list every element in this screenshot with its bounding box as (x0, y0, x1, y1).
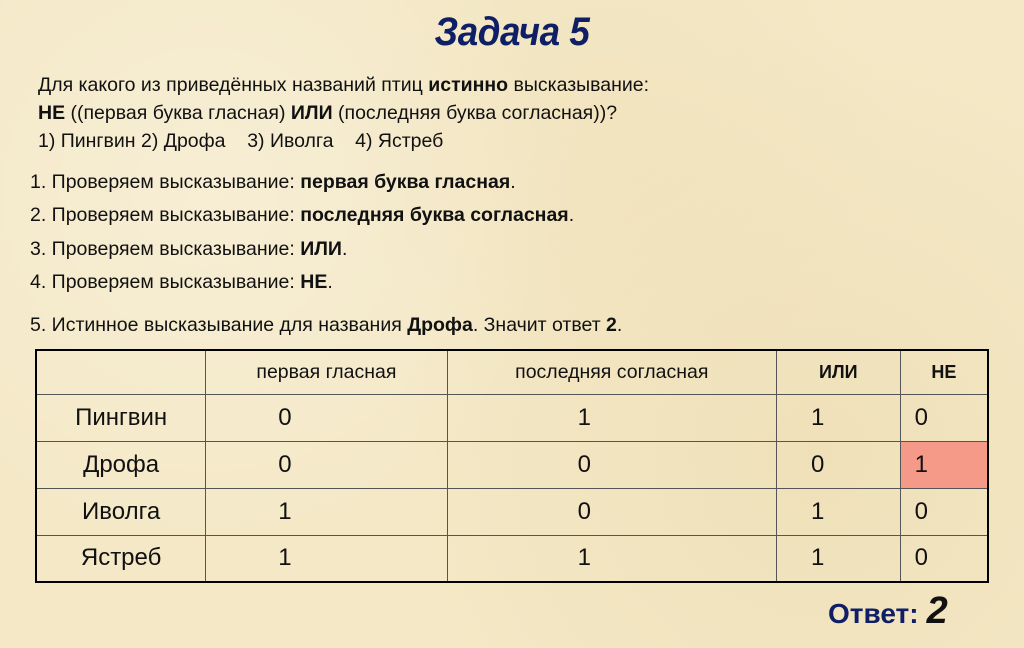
table-row (36, 441, 988, 488)
step-text: 2. Проверяем высказывание: (30, 204, 301, 226)
answer-label: Ответ: (828, 598, 919, 629)
header-not: НЕ (900, 350, 988, 394)
question-text: Для какого из приведённых названий птиц (38, 74, 429, 96)
step-text: . (510, 171, 516, 193)
question-text: (последняя буква согласная))? (332, 102, 618, 124)
value-cell: 0 (900, 394, 988, 441)
value-cell: 0 (900, 535, 988, 582)
step-2 (30, 204, 574, 227)
step-text: . (568, 204, 575, 226)
question-text: ((первая буква гласная) (65, 102, 291, 124)
step-emphasis: Дрофа (407, 314, 473, 336)
step-emphasis: НЕ (300, 271, 328, 293)
value-cell: 0 (447, 488, 776, 535)
step-4 (30, 271, 333, 294)
value-cell: 0 (447, 441, 776, 488)
step-emphasis: ИЛИ (300, 238, 342, 260)
step-text: . Значит ответ (472, 314, 607, 336)
value-cell: 1 (206, 488, 447, 535)
question-line-2 (38, 101, 617, 125)
value-cell: 1 (776, 488, 900, 535)
value-cell: 0 (776, 441, 900, 488)
operator-not: НЕ (38, 102, 66, 124)
step-text: . (327, 271, 333, 293)
header-cell-empty (36, 350, 206, 394)
header-or: ИЛИ (776, 350, 900, 394)
table-row (36, 394, 988, 441)
step-emphasis: последняя буква согласная (300, 204, 569, 226)
question-line-1 (38, 73, 649, 97)
step-text: 4. Проверяем высказывание: (30, 271, 301, 293)
table-row (36, 488, 988, 535)
step-text: 3. Проверяем высказывание: (30, 238, 301, 260)
value-cell: 1 (776, 535, 900, 582)
value-cell: 0 (900, 488, 988, 535)
step-1 (30, 171, 516, 194)
question-emphasis: истинно (428, 74, 509, 96)
table-header-row (36, 350, 988, 394)
bird-name: Иволга (36, 488, 206, 535)
step-text: 1. Проверяем высказывание: (30, 171, 301, 193)
page-title: Задача 5 (434, 10, 590, 54)
answer-options: 1) Пингвин 2) Дрофа 3) Иволга 4) Ястреб (38, 130, 444, 152)
header-first-vowel: первая гласная (206, 350, 447, 394)
value-cell: 0 (206, 394, 447, 441)
bird-name: Дрофа (36, 441, 206, 488)
table-row (36, 535, 988, 582)
operator-or: ИЛИ (290, 102, 333, 124)
truth-table (35, 349, 989, 583)
bird-name: Ястреб (36, 535, 206, 582)
answer-value: 2 (926, 590, 948, 632)
value-cell: 0 (206, 441, 447, 488)
step-text: . (341, 238, 348, 260)
highlighted-answer-cell: 1 (900, 441, 988, 488)
final-answer (828, 590, 948, 633)
step-text: . (616, 314, 623, 336)
step-text: 5. Истинное высказывание для названия (30, 314, 408, 336)
step-emphasis: 2 (606, 314, 617, 336)
step-emphasis: первая буква гласная (300, 171, 511, 193)
step-5 (30, 314, 622, 337)
value-cell: 1 (206, 535, 447, 582)
value-cell: 1 (447, 394, 776, 441)
value-cell: 1 (447, 535, 776, 582)
step-3 (30, 238, 347, 261)
question-text: высказывание: (508, 74, 650, 96)
header-last-consonant: последняя согласная (447, 350, 776, 394)
bird-name: Пингвин (36, 394, 206, 441)
value-cell: 1 (776, 394, 900, 441)
